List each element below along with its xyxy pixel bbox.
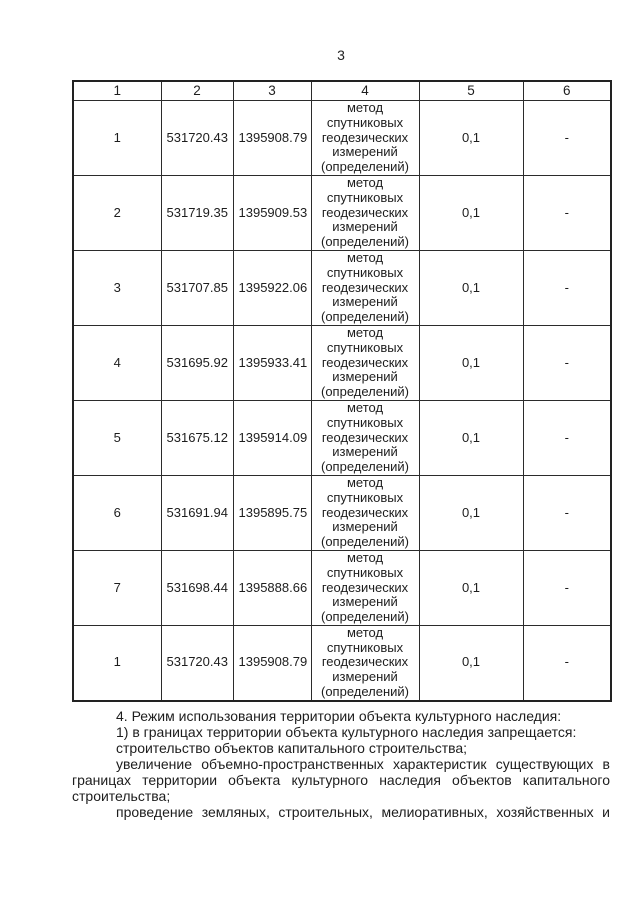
column-header: 2 [161, 81, 233, 101]
table-row [73, 400, 611, 475]
table-cell: 5 [73, 400, 161, 475]
table-cell: 0,1 [419, 250, 523, 325]
table-cell: 0,1 [419, 101, 523, 176]
table-cell: 1395914.09 [233, 400, 311, 475]
column-header: 1 [73, 81, 161, 101]
table-cell: метод спутниковых геодезических измерений (определений) [311, 550, 419, 625]
table-cell: 0,1 [419, 325, 523, 400]
table-cell: 1 [73, 625, 161, 700]
table-cell: 1395895.75 [233, 475, 311, 550]
paragraph: 4. Режим использования территории объекта культурного наследия: [116, 708, 562, 724]
table-cell: 531698.44 [161, 550, 233, 625]
table-cell: 0,1 [419, 175, 523, 250]
table-row [73, 175, 611, 250]
table-row [73, 625, 611, 700]
table-row [73, 250, 611, 325]
table-cell: 1395909.53 [233, 175, 311, 250]
table-cell: 531707.85 [161, 250, 233, 325]
table-row [73, 101, 611, 176]
table-cell: - [523, 550, 611, 625]
table-cell: 1395908.79 [233, 101, 311, 176]
table-cell: - [523, 400, 611, 475]
table-body [73, 101, 611, 701]
table-cell: 1395933.41 [233, 325, 311, 400]
table-cell: 531719.35 [161, 175, 233, 250]
table-cell: 3 [73, 250, 161, 325]
paragraph: увеличение объемно-пространственных характеристик существующих в границах территории объекта культурного наследия объектов капитального строительства; [72, 756, 610, 804]
table-cell: 531720.43 [161, 625, 233, 700]
table-cell: - [523, 475, 611, 550]
table-row [73, 475, 611, 550]
table-cell: 531675.12 [161, 400, 233, 475]
table-cell: 0,1 [419, 400, 523, 475]
column-header: 4 [311, 81, 419, 101]
table-cell: - [523, 625, 611, 700]
table-cell: 531695.92 [161, 325, 233, 400]
page-number: 3 [337, 47, 345, 63]
table-cell: 1395922.06 [233, 250, 311, 325]
column-header: 5 [419, 81, 523, 101]
table-row [73, 325, 611, 400]
table-cell: метод спутниковых геодезических измерений (определений) [311, 101, 419, 176]
table-cell: 531720.43 [161, 101, 233, 176]
regime-text-block [72, 708, 610, 820]
table-cell: 4 [73, 325, 161, 400]
table-cell: - [523, 250, 611, 325]
table-cell: метод спутниковых геодезических измерений (определений) [311, 325, 419, 400]
table-cell: 7 [73, 550, 161, 625]
table-row [73, 550, 611, 625]
column-header: 3 [233, 81, 311, 101]
coordinates-table [72, 80, 612, 702]
table-cell: 1 [73, 101, 161, 176]
paragraph: 1) в границах территории объекта культурного наследия запрещается: [116, 724, 577, 740]
table-cell: 1395888.66 [233, 550, 311, 625]
table-cell: 0,1 [419, 625, 523, 700]
table-cell: 1395908.79 [233, 625, 311, 700]
table-cell: метод спутниковых геодезических измерений (определений) [311, 475, 419, 550]
table-cell: метод спутниковых геодезических измерений (определений) [311, 625, 419, 700]
column-header: 6 [523, 81, 611, 101]
paragraph: строительство объектов капитального строительства; [116, 740, 468, 756]
table-cell: метод спутниковых геодезических измерений (определений) [311, 175, 419, 250]
table-cell: 2 [73, 175, 161, 250]
table-cell: 531691.94 [161, 475, 233, 550]
table-cell: метод спутниковых геодезических измерений (определений) [311, 400, 419, 475]
table-cell: метод спутниковых геодезических измерений (определений) [311, 250, 419, 325]
table-header-row [73, 81, 611, 101]
table-cell: 0,1 [419, 475, 523, 550]
paragraph: проведение земляных, строительных, мелиоративных, хозяйственных и [116, 804, 610, 820]
table-cell: 0,1 [419, 550, 523, 625]
table-cell: 6 [73, 475, 161, 550]
table-cell: - [523, 175, 611, 250]
table-cell: - [523, 101, 611, 176]
table-cell: - [523, 325, 611, 400]
